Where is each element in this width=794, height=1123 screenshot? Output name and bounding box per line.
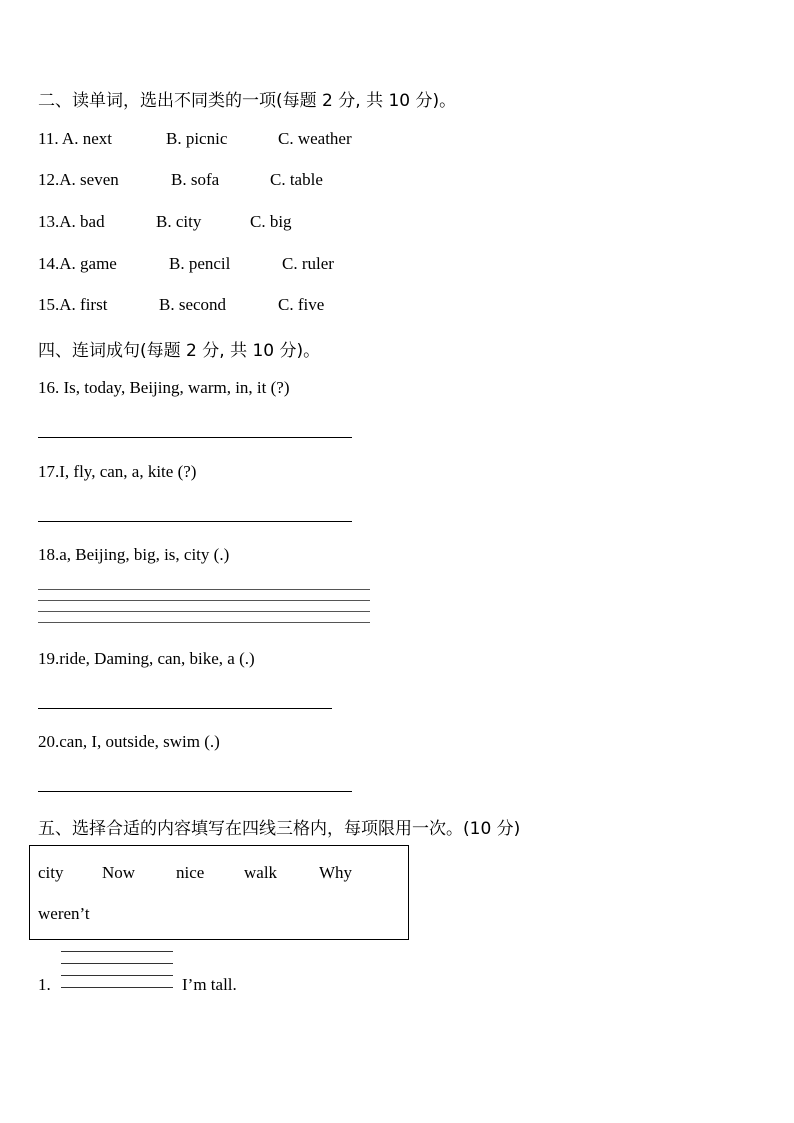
question-18-words: 18.a, Beijing, big, is, city (.) [38,545,230,564]
question-15-option-a: 15.A. first [38,295,108,314]
question-11-option-c: C. weather [278,129,352,148]
answer-line-20[interactable] [38,791,352,792]
question-13-option-c: C. big [250,212,292,231]
item-1-number: 1. [38,975,51,994]
word-bank-word: city [38,863,64,882]
word-bank-word: walk [244,863,278,882]
question-14-option-a: 14.A. game [38,254,117,273]
question-11-option-a: 11. A. next [38,129,112,148]
item-1-sentence: I’m tall. [182,975,237,994]
word-bank-box [29,845,409,940]
section-4-heading: 四、连词成句(每题 2 分, 共 10 分)。 [38,341,321,361]
question-15-option-c: C. five [278,295,325,314]
question-19-words: 19.ride, Daming, can, bike, a (.) [38,649,255,668]
word-bank-word: weren’t [38,904,90,923]
question-13-option-b: B. city [156,212,202,231]
question-17-words: 17.I, fly, can, a, kite (?) [38,462,197,481]
section-2-heading: 二、读单词，选出不同类的一项(每题 2 分, 共 10 分)。 [38,91,457,111]
question-12-option-b: B. sofa [171,170,220,189]
question-20-words: 20.can, I, outside, swim (.) [38,732,220,751]
section-5-heading: 五、选择合适的内容填写在四线三格内，每项限用一次。(10 分) [38,819,521,839]
question-16-words: 16. Is, today, Beijing, warm, in, it (?) [38,378,290,397]
answer-line-19[interactable] [38,708,332,709]
answer-line-16[interactable] [38,437,352,438]
question-12-option-a: 12.A. seven [38,170,119,189]
word-bank-word: Why [319,863,353,882]
question-11-option-b: B. picnic [166,129,228,148]
answer-line-17[interactable] [38,521,352,522]
word-bank-word: Now [102,863,136,882]
question-13-option-a: 13.A. bad [38,212,105,231]
question-14-option-b: B. pencil [169,254,231,273]
question-15-option-b: B. second [159,295,227,314]
question-12-option-c: C. table [270,170,323,189]
question-14-option-c: C. ruler [282,254,334,273]
word-bank-word: nice [176,863,205,882]
